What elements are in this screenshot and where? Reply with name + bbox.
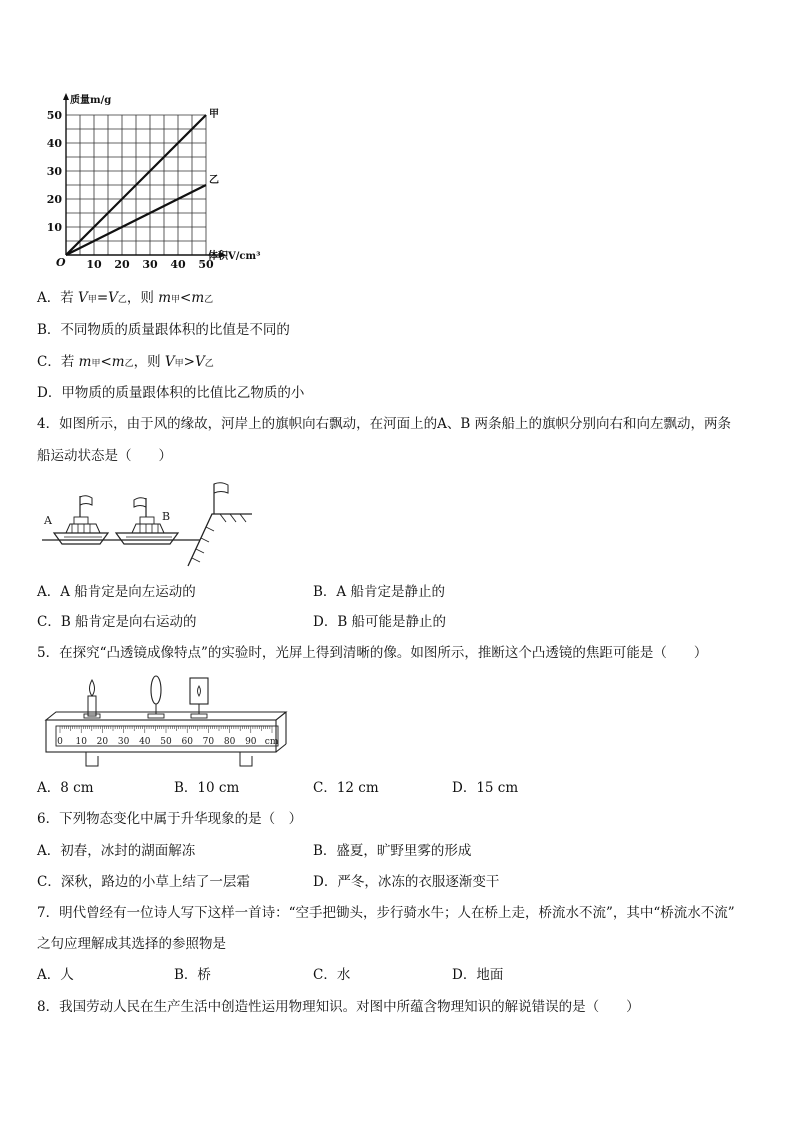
- q7-option-d: D．地面: [452, 967, 504, 983]
- q4-stem-line1: 4．如图所示，由于风的缘故，河岸上的旗帜向右飘动，在河面上的A、B 两条船上的旗帜分别向右和向左飘动，两条: [37, 416, 732, 432]
- y-tick-label: 30: [46, 165, 62, 178]
- q4-stem-line2: 船运动状态是（ ）: [37, 448, 172, 464]
- q5-stem: 5．在探究“凸透镜成像特点”的实验时，光屏上得到清晰的像。如图所示，推断这个凸透镜的焦距可能是（ ）: [37, 645, 708, 661]
- q7-stem-line1: 7．明代曾经有一位诗人写下这样一首诗：“空手把锄头，步行骑水牛；人在桥上走，桥流水不流”，其中“桥流水不流”: [37, 905, 735, 921]
- q6-option-b: B．盛夏，旷野里雾的形成: [313, 843, 472, 859]
- ruler-unit-label: cm: [264, 737, 279, 747]
- q7-option-a: A．人: [37, 967, 74, 983]
- x-axis-label: 体积V/cm³: [208, 251, 261, 262]
- optical-bench-figure: [40, 674, 290, 772]
- x-tick-label: 50: [198, 258, 214, 271]
- mass-volume-graph: [40, 80, 280, 275]
- ruler-tick-label: 90: [245, 737, 257, 747]
- y-tick-label: 20: [46, 193, 62, 206]
- q7-stem-line2: 之句应理解成其选择的参照物是: [37, 936, 226, 952]
- boats-river-figure: [40, 478, 262, 568]
- q7-option-c: C．水: [313, 967, 351, 983]
- ruler-tick-label: 10: [75, 737, 87, 747]
- series-label-jia: 甲: [209, 109, 219, 120]
- y-axis-label: 质量m/g: [70, 95, 112, 106]
- y-tick-label: 50: [46, 109, 62, 122]
- q4-option-c: C．B 船肯定是向右运动的: [37, 614, 197, 630]
- q8-stem: 8．我国劳动人民在生产生活中创造性运用物理知识。对图中所蕴含物理知识的解说错误的是（ ）: [37, 999, 640, 1015]
- y-tick-label: 40: [46, 137, 62, 150]
- river-bank: [188, 483, 252, 566]
- graph-labels: [47, 93, 261, 271]
- ruler-tick-label: 0: [57, 737, 63, 747]
- q3-option-c: C．若 m甲<m乙，则 V甲>V乙: [37, 354, 214, 370]
- svg-text:A: A: [44, 514, 52, 527]
- ruler-tick-label: 70: [202, 737, 215, 747]
- ruler-tick-label: 20: [96, 737, 109, 747]
- y-tick-label: 10: [46, 221, 62, 234]
- q5-option-c: C．12 cm: [313, 780, 379, 796]
- ruler-tick-label: 60: [181, 737, 193, 747]
- ruler-tick-label: 30: [117, 737, 130, 747]
- q3-option-b: B．不同物质的质量跟体积的比值是不同的: [37, 322, 290, 338]
- ruler-tick-label: 50: [160, 737, 172, 747]
- x-tick-label: 10: [86, 258, 102, 271]
- q6-option-c: C．深秋，路边的小草上结了一层霜: [37, 874, 250, 890]
- x-tick-label: 40: [170, 258, 186, 271]
- boat-a: [54, 496, 108, 544]
- svg-text:B: B: [162, 510, 171, 523]
- x-tick-label: 30: [142, 258, 158, 271]
- ruler-tick-label: 40: [139, 737, 151, 747]
- q6-option-a: A．初春，冰封的湖面解冻: [37, 843, 196, 859]
- x-tick-label: 20: [114, 258, 130, 271]
- series-label-yi: 乙: [209, 175, 219, 186]
- q4-option-d: D．B 船可能是静止的: [313, 614, 447, 630]
- y-axis-arrow: [63, 93, 69, 100]
- q5-option-d: D．15 cm: [452, 780, 519, 796]
- origin-label: O: [56, 256, 66, 269]
- ruler-tick-label: 80: [223, 737, 236, 747]
- q4-option-a: A．A 船肯定是向左运动的: [37, 584, 196, 600]
- q5-option-a: A．8 cm: [37, 780, 94, 796]
- q5-option-b: B．10 cm: [174, 780, 240, 796]
- q6-stem: 6．下列物态变化中属于升华现象的是（ ）: [37, 811, 303, 827]
- q3-option-d: D．甲物质的质量跟体积的比值比乙物质的小: [37, 385, 305, 401]
- ruler-ticks: [57, 726, 279, 747]
- q3-option-a: A．若 V甲=V乙，则 m甲<m乙: [37, 290, 214, 306]
- q4-option-b: B．A 船肯定是静止的: [313, 584, 445, 600]
- q7-option-b: B．桥: [174, 967, 211, 983]
- q6-option-d: D．严冬，冰冻的衣服逐渐变干: [313, 874, 500, 890]
